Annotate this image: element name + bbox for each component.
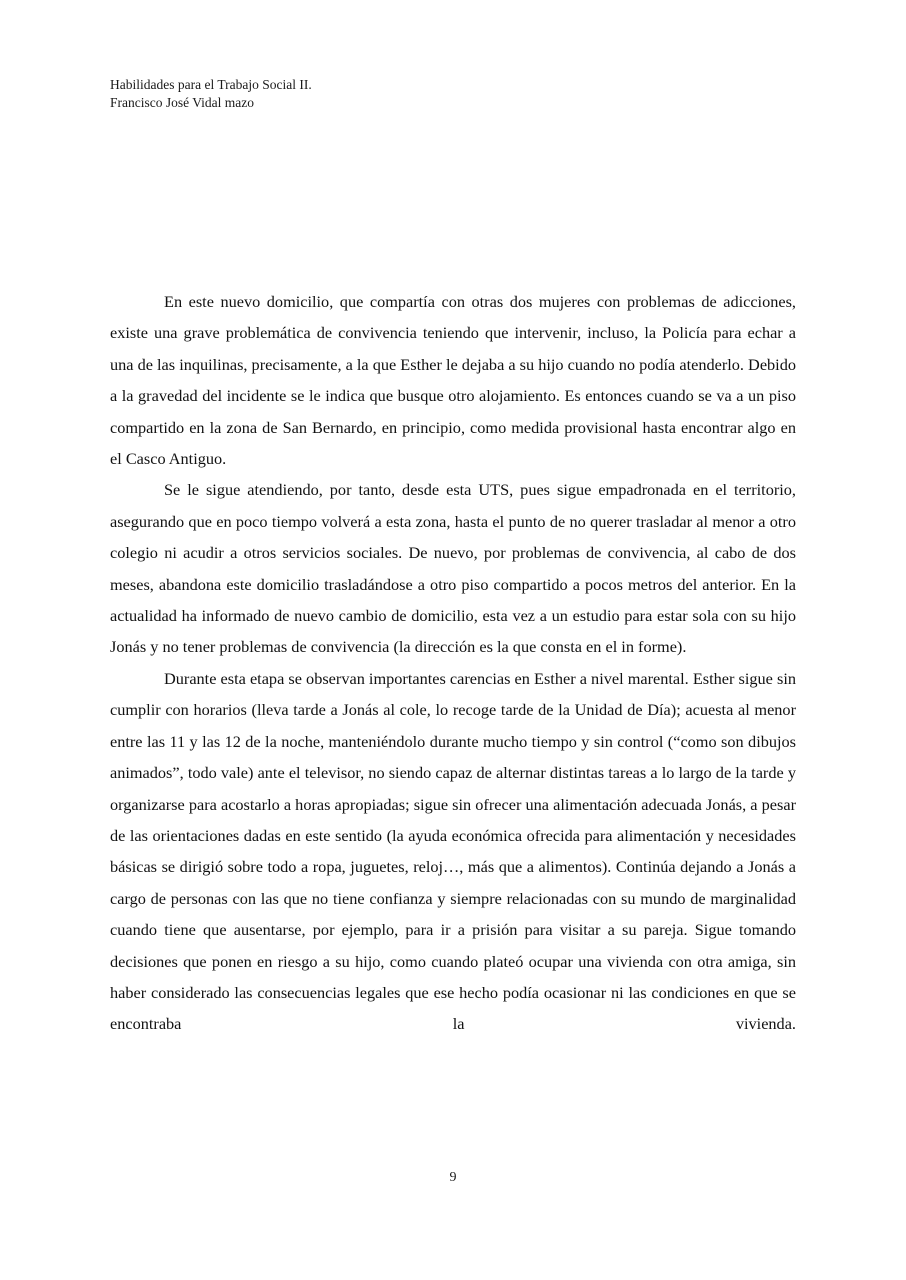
paragraph-3: Durante esta etapa se observan importantes carencias en Esther a nivel marental. Esther sigue sin cumplir con horarios (lleva tarde a Jonás al cole, lo recoge tarde de la Unidad de Día); acuesta al menor entre las 11 y las 12 de la noche, manteniéndolo durante mucho tiempo y sin control (“como son dibujos animados”, todo vale) ante el televisor, no siendo capaz de alternar distintas tareas a lo largo de la tarde y organizarse para acostarlo a horas apropiadas; sigue sin ofrecer una alimentación adecuada Jonás, a pesar de las orientaciones dadas en este sentido (la ayuda económica ofrecida para alimentación y necesidades básicas se dirigió sobre todo a ropa, juguetes, reloj…, más que a alimentos). Continúa dejando a Jonás a cargo de personas con las que no tiene confianza y siempre relacionadas con su mundo de marginalidad cuando tiene que ausentarse, por ejemplo, para ir a prisión para visitar a su pareja. Sigue tomando decisiones que ponen en riesgo a su hijo, como cuando plateó ocupar una vivienda con otra amiga, sin haber considerado las consecuencias legales que ese hecho podía ocasionar ni las condiciones en que se encontraba la vivienda.	[110, 668, 796, 1034]
header-author-name: Francisco José Vidal mazo	[110, 95, 255, 110]
header-course-title: Habilidades para el Trabajo Social II.	[110, 77, 312, 92]
paragraph-2: Se le sigue atendiendo, por tanto, desde esta UTS, pues sigue empadronada en el territorio, asegurando que en poco tiempo volverá a esta zona, hasta el punto de no querer trasladar al menor a otro colegio ni acudir a otros servicios sociales. De nuevo, por problemas de convivencia, al cabo de dos meses, abandona este domicilio trasladándose a otro piso compartido a pocos metros del anterior. En la actualidad ha informado de nuevo cambio de domicilio, esta vez a un estudio para estar sola con su hijo Jonás y no tener problemas de convivencia (la dirección es la que consta en el in forme).	[110, 480, 796, 657]
document-body	[110, 286, 796, 1040]
paragraph-1: En este nuevo domicilio, que compartía con otras dos mujeres con problemas de adicciones, existe una grave problemática de convivencia teniendo que intervenir, incluso, la Policía para echar a una de las inquilinas, precisamente, a la que Esther le dejaba a su hijo cuando no podía atenderlo. Debido a la gravedad del incidente se le indica que busque otro alojamiento. Es entonces cuando se va a un piso compartido en la zona de San Bernardo, en principio, como medida provisional hasta encontrar algo en el Casco Antiguo.	[110, 292, 796, 469]
page-header	[110, 76, 312, 112]
page-number: 9	[449, 1170, 457, 1185]
